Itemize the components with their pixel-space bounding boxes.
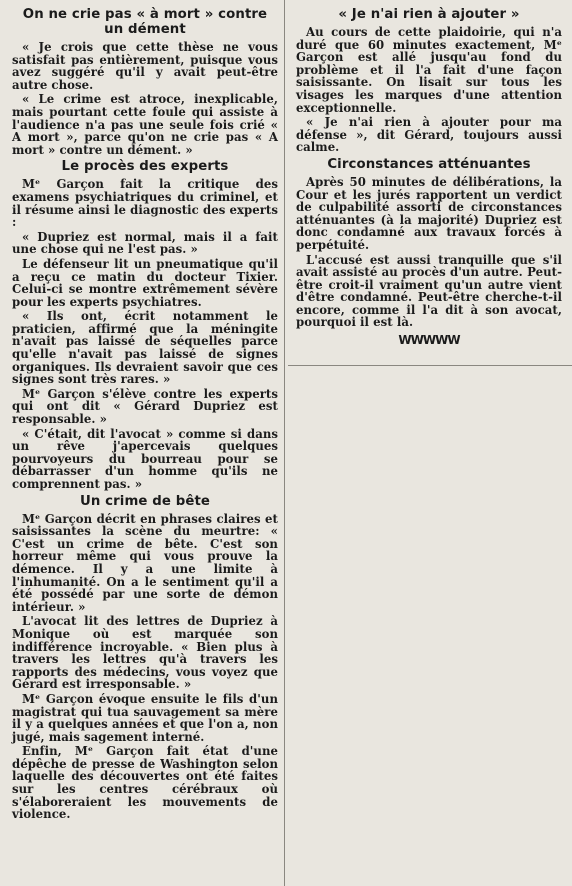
paragraph: L'accusé est aussi tranquille que s'il avait assisté au procès d'un autre. Peut-être croit-il vraiment qu'un autre vient d'être condamné. Peut-être cherche-t-il encore, comme il l'a dit à son avocat, pourquoi il est là. [296, 252, 562, 330]
paragraph: « Je n'ai rien à ajouter pour ma défense », dit Gérard, toujours aussi calme. [296, 115, 562, 155]
paragraph: Enfin, Mᵉ Garçon fait état d'une dépêche de presse de Washington selon laquelle des découvertes ont été faites sur les centres cérébraux où s'élaboreraient les mouvements de violence. [12, 744, 278, 822]
paragraph: Mᵉ Garçon fait la critique des examens psychiatriques du criminel, et il résume ainsi le diagnostic des experts : [12, 177, 278, 230]
paragraph: Mᵉ Garçon décrit en phrases claires et saisissantes la scène du meurtre: « C'est un crime de bête. C'est son horreur même qui vous prouve la démence. Il y a une limite à l'inhumanité. On a le sentiment qu'il a été possédé par une sorte de démon intérieur. » [12, 511, 278, 614]
paragraph: « Je crois que cette thèse ne vous satisfait pas entièrement, puisque vous avez suggéré qu'il y avait peut-être autre chose. [12, 40, 278, 92]
column-divider [284, 0, 285, 886]
paragraph: Mᵉ Garçon s'élève contre les experts qui ont dit « Gérard Dupriez est responsable. » [12, 386, 278, 427]
paragraph: L'avocat lit des lettres de Dupriez à Monique où est marquée son indifférence incroyable. « Bien plus à travers les lettres qu'à travers les rapports des médecins, vous voyez que Gérard est irresponsable. » [12, 614, 278, 692]
paragraph: « Dupriez est normal, mais il a fait une chose qui ne l'est pas. » [12, 229, 278, 257]
paragraph: « Ils ont, écrit notamment le praticien, affirmé que la méningite n'avait pas laissé de séquelles parce qu'elle n'avait pas laissé de signes organiques. Ils devraient savoir que ces signes sont très rares. » [12, 309, 278, 387]
left-column [6, 0, 280, 823]
paragraph: Après 50 minutes de délibérations, la Cour et les jurés rapportent un verdict de culpabilité assorti de circonstances atténuantes (à la majorité) Dupriez est donc condamné aux travaux forcés à perpétuité. [296, 174, 562, 252]
paragraph: Au cours de cette plaidoirie, qui n'a duré que 60 minutes exactement, Mᵉ Garçon est allé jusqu'au fond du problème et il l'a fait d'une façon saisissante. On lisait sur tous les visages les marques d'une attention exceptionnelle. [296, 25, 562, 115]
paragraph: Le défenseur lit un pneumatique qu'il a reçu ce matin du docteur Tixier. Celui-ci se montre extrêmement sévère pour les experts psychiatres. [12, 256, 278, 309]
end-ornament: WWWWW [398, 333, 460, 348]
heading-on-ne-crie-pas: On ne crie pas « à mort » contre un dément [22, 7, 268, 37]
heading-un-crime-de-bete: Un crime de bête [79, 493, 211, 509]
heading-proces-des-experts: Le procès des experts [61, 159, 229, 175]
heading-je-nai-rien-a-ajouter: « Je n'ai rien à ajouter » [338, 7, 520, 22]
article-end-rule [288, 365, 572, 366]
right-column [290, 0, 568, 347]
paragraph: « C'était, dit l'avocat » comme si dans un rêve j'apercevais quelques pourvoyeurs du bourreau pour se débarrasser d'un homme qu'ils ne comprennent pas. » [12, 426, 278, 491]
paragraph: Mᵉ Garçon évoque ensuite le fils d'un magistrat qui tua sauvagement sa mère il y a quelques années et que l'on a, non jugé, mais sagement interné. [12, 691, 278, 744]
paragraph: « Le crime est atroce, inexplicable, mais pourtant cette foule qui assiste à l'audience n'a pas une seule fois crié « A mort », parce qu'on ne crie pas « A mort » contre un dément. » [12, 92, 278, 157]
heading-circonstances-attenuantes: Circonstances atténuantes [327, 156, 531, 172]
